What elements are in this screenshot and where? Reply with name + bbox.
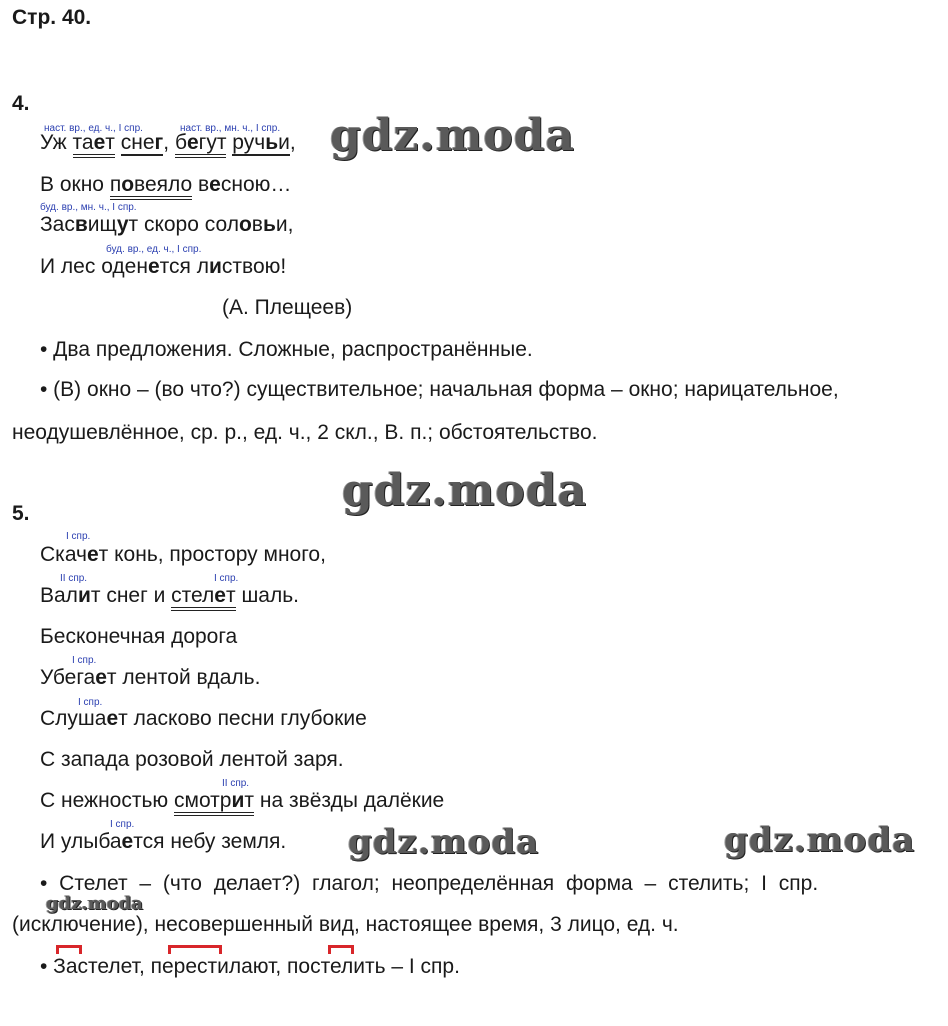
grammar-note: I спр. (78, 697, 103, 708)
poem-line: Слушает ласково песни глубокие (40, 707, 367, 730)
task-5-number: 5. (12, 502, 30, 525)
bullet-text: • Стелет – (что делает?) глагол; неопределённая форма – стелить; I спр. (40, 872, 819, 895)
poem-line: Скачет конь, простору много, (40, 543, 326, 566)
poem-line: С нежностью смотрит на звёзды далёкие (40, 788, 444, 814)
watermark-logo: gdz.moda (342, 465, 588, 516)
poem-line: Засвищут скоро соловьи, (40, 213, 294, 236)
predicate-word: тает (73, 131, 115, 158)
poem-line: В окно повеяло весною… (40, 172, 291, 198)
grammar-note: наст. вр., мн. ч., I спр. (180, 123, 281, 134)
predicate-word: повеяло (110, 173, 192, 200)
poem-line: Уж тает снег, бегут ручьи, (40, 130, 296, 156)
grammar-note: I спр. (110, 819, 135, 830)
grammar-note: буд. вр., ед. ч., I спр. (106, 244, 202, 255)
grammar-note: буд. вр., мн. ч., I спр. (40, 202, 137, 213)
bullet-text: • (В) окно – (во что?) существительное; начальная форма – окно; нарицательное, (40, 378, 839, 401)
author: (А. Плещеев) (222, 296, 353, 319)
subject-word: ручьи (232, 131, 290, 154)
grammar-note: I спр. (214, 573, 239, 584)
predicate-word: бегут (175, 131, 227, 158)
grammar-note: II спр. (60, 573, 88, 584)
watermark-logo: gdz.moda (348, 822, 540, 862)
watermark-logo: gdz.moda (330, 110, 576, 161)
bullet-text-continued: (исключение), несовершенный вид, настоящее время, 3 лицо, ед. ч. (12, 913, 679, 936)
predicate-word: стелет (171, 584, 235, 611)
page-title: Стр. 40. (12, 6, 92, 29)
poem-line: Убегает лентой вдаль. (40, 666, 261, 689)
predicate-word: смотрит (174, 789, 254, 816)
bullet-text: • Застелет, перестилают, постелить – I спр. (40, 955, 460, 978)
watermark-logo: gdz.moda (46, 893, 143, 914)
poem-line: Бесконечная дорога (40, 625, 238, 648)
bullet-text-continued: неодушевлённое, ср. р., ед. ч., 2 скл., В. п.; обстоятельство. (12, 421, 598, 444)
prefix-mark (328, 945, 354, 948)
task-4-number: 4. (12, 92, 30, 115)
poem-line: С запада розовой лентой заря. (40, 748, 344, 771)
bullet-text: • Два предложения. Сложные, распространённые. (40, 338, 533, 361)
grammar-note: II спр. (222, 778, 250, 789)
poem-line: Валит снег и стелет шаль. (40, 583, 299, 609)
prefix-mark (168, 945, 222, 948)
prefix-mark (56, 945, 82, 948)
grammar-note: I спр. (66, 531, 91, 542)
poem-line: И улыбается небу земля. (40, 830, 287, 853)
subject-word: снег (120, 131, 164, 154)
watermark-logo: gdz.moda (724, 820, 916, 860)
grammar-note: I спр. (72, 655, 97, 666)
poem-line: И лес оденется листвою! (40, 255, 287, 278)
grammar-note: наст. вр., ед. ч., I спр. (44, 123, 143, 134)
